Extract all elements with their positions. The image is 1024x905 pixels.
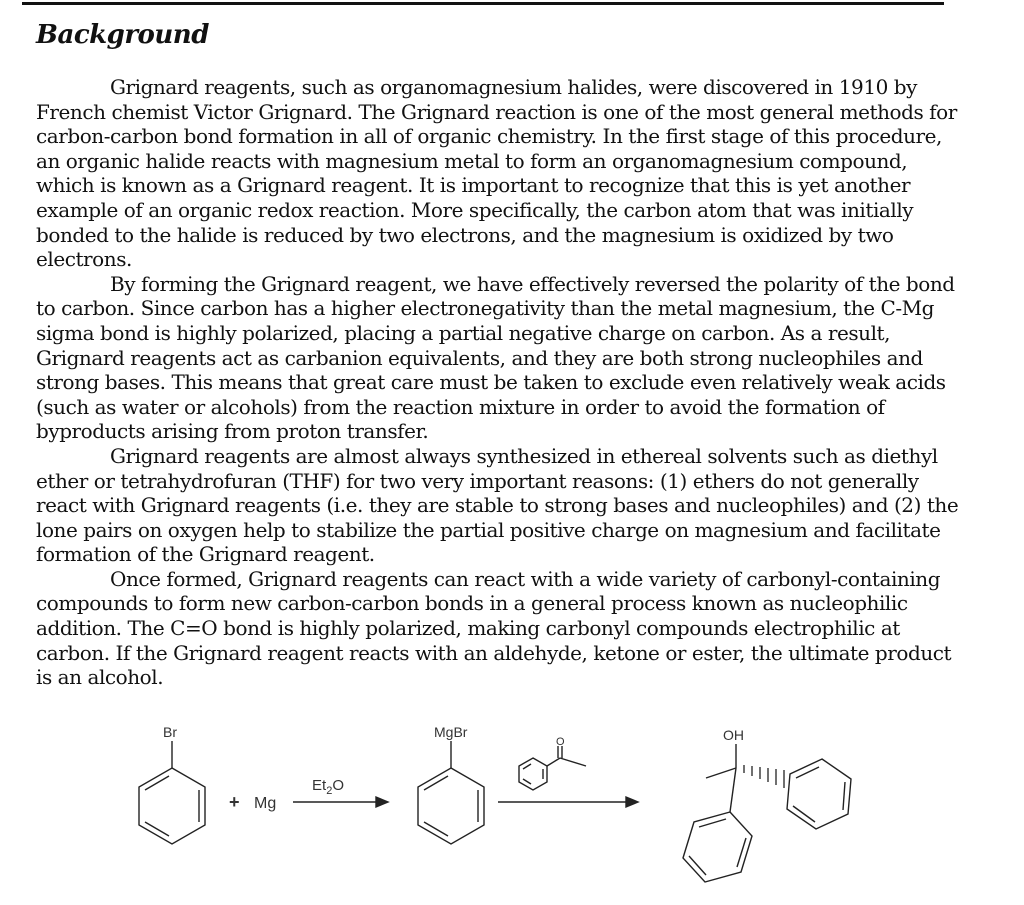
arrow-head [376,797,388,807]
ring-double-bond [689,856,706,875]
benzene-ring [139,768,205,844]
ring-double-bond [796,767,819,778]
ring-double-bond [424,776,448,790]
c-phenyl-bond [730,768,736,812]
magnesium-label: Mg [254,795,277,812]
paragraph-polarity: By forming the Grignard reagent, we have effectively reversed the polarity of the bond to carbon. Since carbon has a higher electronegativity than the metal magnesium, the C-Mg sigma bond is highly polarized, placing a partial negative charge on carbon. As a result, Grignard reagents act as carbanion equivalents, and they are both strong nucleophiles and strong bases. This means that great care must be taken to exclude even relatively weak acids (such as water or alcohols) from the reaction mixture in order to avoid the formation of byproducts arising from proton transfer. [36,271,955,444]
ring-carbonyl-bond [547,758,560,766]
body-text [36,75,966,690]
methyl-bond [560,758,586,766]
acetophenone-structure [519,736,586,790]
benzene-ring [787,759,851,829]
ring-double-bond [523,779,531,784]
benzene-ring [683,812,752,882]
plus-sign: + [229,792,240,812]
section-heading: Background [36,20,209,50]
paragraph-discovery: Grignard reagents, such as organomagnesium halides, were discovered in 1910 by French chemist Victor Grignard. The Grignard reaction is one of the most general methods for carbon-carbon bond formation in all of organic chemistry. In the first stage of this procedure, an organic halide reacts with magnesium metal to form an organomagnesium compound, which is known as a Grignard reagent. It is important to recognize that this is yet another example of an organic redox reaction. More specifically, the carbon atom that was initially bonded to the halide is reduced by two electrons, and the magnesium is oxidized by two electrons. [36,75,957,272]
ring-double-bond [737,838,746,867]
bromobenzene-structure [139,724,205,844]
ring-double-bond [843,782,845,810]
ring-double-bond [523,764,531,769]
phenylmagnesium-bromide-structure [418,724,484,844]
reaction-arrow-2 [498,797,638,807]
top-rule [22,2,944,5]
benzene-ring [418,768,484,844]
alcohol-product-structure [683,727,851,882]
solvent-label: $Et_2O$ [312,777,344,797]
mgbr-label: MgBr [434,724,468,740]
paragraph-addition: Once formed, Grignard reagents can react with a wide variety of carbonyl-containing compounds to form new carbon-carbon bonds in a general process known as nucleophilic addition. The C=O bond is highly polarized, making carbonyl compounds electrophilic at carbon. If the Grignard reagent reacts with an aldehyde, ketone or ester, the ultimate product is an alcohol. [36,566,952,690]
methyl-bond [706,768,736,778]
hydroxyl-label: OH [723,727,744,743]
paragraph-solvents: Grignard reagents are almost always synthesized in ethereal solvents such as diethyl ether or tetrahydrofuran (THF) for two very important reasons: (1) ethers do not generally react with Grignard reagents (i.e. they are stable to strong bases and nucleophiles) and (2) the lone pairs on oxygen help to stabilize the partial positive charge on magnesium and facilitate formation of the Grignard reagent. [36,443,959,567]
reaction-scheme [0,700,1024,905]
reaction-arrow-1 [293,777,388,807]
ring-double-bond [793,806,815,822]
carbonyl-oxygen-label: O [556,736,565,748]
arrow-head [626,797,638,807]
ring-double-bond [424,822,448,836]
ring-double-bond [145,822,169,836]
bromine-label: Br [163,724,177,740]
ring-double-bond [145,776,169,790]
